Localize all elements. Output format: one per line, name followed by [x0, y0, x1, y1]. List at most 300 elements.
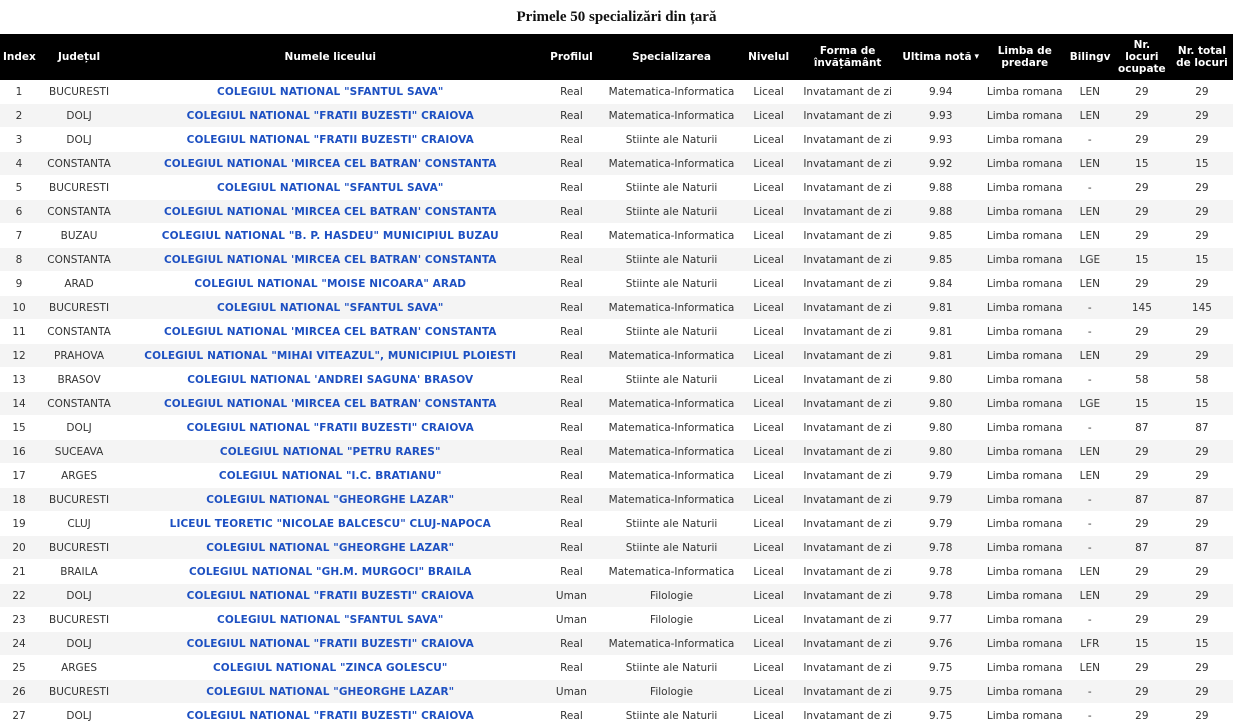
column-header-index[interactable]	[0, 34, 38, 80]
cell-index: 14	[0, 392, 38, 416]
cell-county: ARAD	[38, 272, 120, 296]
school-link[interactable]: COLEGIUL NATIONAL "SFANTUL SAVA"	[217, 301, 444, 314]
cell-spec: Matematica-Informatica	[602, 392, 740, 416]
cell-grade: 9.76	[899, 632, 983, 656]
cell-profile: Real	[540, 200, 602, 224]
cell-occupied: 29	[1113, 584, 1171, 608]
table-row	[0, 704, 1233, 728]
cell-school	[120, 248, 540, 272]
column-header-label: Județul	[57, 51, 101, 64]
cell-spec: Stiinte ale Naturii	[602, 656, 740, 680]
cell-grade: 9.80	[899, 368, 983, 392]
cell-profile: Real	[540, 560, 602, 584]
school-link[interactable]: COLEGIUL NATIONAL "GHEORGHE LAZAR"	[206, 541, 455, 554]
cell-school	[120, 128, 540, 152]
cell-total: 15	[1171, 152, 1233, 176]
cell-lang: Limba romana	[983, 416, 1067, 440]
cell-form: Invatamant de zi	[797, 632, 899, 656]
column-header-spec[interactable]	[602, 34, 740, 80]
school-link[interactable]: COLEGIUL NATIONAL 'MIRCEA CEL BATRAN' CONSTANTA	[163, 253, 497, 266]
cell-profile: Real	[540, 488, 602, 512]
cell-biling: -	[1067, 680, 1113, 704]
cell-grade: 9.88	[899, 176, 983, 200]
column-header-label: Limba de predare	[997, 45, 1052, 70]
column-header-level[interactable]	[741, 34, 797, 80]
cell-form: Invatamant de zi	[797, 608, 899, 632]
cell-biling: -	[1067, 128, 1113, 152]
cell-biling: LEN	[1067, 440, 1113, 464]
cell-school	[120, 488, 540, 512]
cell-grade: 9.81	[899, 344, 983, 368]
column-header-label: Numele liceului	[284, 51, 376, 64]
cell-lang: Limba romana	[983, 392, 1067, 416]
cell-occupied: 29	[1113, 560, 1171, 584]
cell-occupied: 87	[1113, 536, 1171, 560]
cell-form: Invatamant de zi	[797, 344, 899, 368]
cell-school	[120, 416, 540, 440]
column-header-profile[interactable]	[540, 34, 602, 80]
cell-index: 17	[0, 464, 38, 488]
cell-grade: 9.80	[899, 392, 983, 416]
cell-school	[120, 152, 540, 176]
cell-form: Invatamant de zi	[797, 224, 899, 248]
cell-lang: Limba romana	[983, 368, 1067, 392]
cell-index: 2	[0, 104, 38, 128]
cell-index: 19	[0, 512, 38, 536]
cell-level: Liceal	[741, 320, 797, 344]
table-row	[0, 224, 1233, 248]
table-row	[0, 512, 1233, 536]
cell-biling: -	[1067, 176, 1113, 200]
cell-form: Invatamant de zi	[797, 368, 899, 392]
cell-spec: Matematica-Informatica	[602, 464, 740, 488]
cell-level: Liceal	[741, 512, 797, 536]
cell-total: 15	[1171, 632, 1233, 656]
cell-school	[120, 224, 540, 248]
cell-total: 29	[1171, 608, 1233, 632]
cell-county: CONSTANTA	[38, 152, 120, 176]
table-row	[0, 152, 1233, 176]
cell-occupied: 29	[1113, 272, 1171, 296]
cell-occupied: 29	[1113, 440, 1171, 464]
cell-occupied: 29	[1113, 608, 1171, 632]
cell-county: BUCURESTI	[38, 608, 120, 632]
cell-form: Invatamant de zi	[797, 656, 899, 680]
column-header-school[interactable]	[120, 34, 540, 80]
column-header-label: Specializarea	[632, 51, 711, 64]
column-header-total[interactable]	[1171, 34, 1233, 80]
page-title: Primele 50 specializări din țară	[516, 9, 717, 25]
cell-county: CLUJ	[38, 512, 120, 536]
school-link[interactable]: COLEGIUL NATIONAL "SFANTUL SAVA"	[217, 85, 444, 98]
cell-county: BRASOV	[38, 368, 120, 392]
cell-total: 29	[1171, 200, 1233, 224]
cell-form: Invatamant de zi	[797, 704, 899, 728]
cell-occupied: 15	[1113, 632, 1171, 656]
cell-spec: Matematica-Informatica	[602, 440, 740, 464]
cell-total: 29	[1171, 584, 1233, 608]
cell-biling: -	[1067, 488, 1113, 512]
cell-lang: Limba romana	[983, 128, 1067, 152]
cell-level: Liceal	[741, 80, 797, 104]
table-row	[0, 296, 1233, 320]
cell-occupied: 29	[1113, 344, 1171, 368]
cell-total: 29	[1171, 464, 1233, 488]
table-row	[0, 320, 1233, 344]
cell-school	[120, 632, 540, 656]
cell-grade: 9.93	[899, 104, 983, 128]
cell-level: Liceal	[741, 608, 797, 632]
cell-profile: Uman	[540, 584, 602, 608]
cell-total: 15	[1171, 248, 1233, 272]
cell-index: 5	[0, 176, 38, 200]
cell-county: DOLJ	[38, 128, 120, 152]
cell-school	[120, 104, 540, 128]
cell-spec: Stiinte ale Naturii	[602, 128, 740, 152]
cell-profile: Real	[540, 272, 602, 296]
cell-spec: Stiinte ale Naturii	[602, 200, 740, 224]
cell-school	[120, 176, 540, 200]
school-link[interactable]: COLEGIUL NATIONAL 'MIRCEA CEL BATRAN' CONSTANTA	[163, 205, 497, 218]
sort-desc-icon: ▾	[974, 51, 980, 62]
cell-index: 1	[0, 80, 38, 104]
cell-county: CONSTANTA	[38, 248, 120, 272]
column-header-lang[interactable]	[983, 34, 1067, 80]
cell-occupied: 29	[1113, 128, 1171, 152]
cell-occupied: 29	[1113, 512, 1171, 536]
cell-total: 87	[1171, 488, 1233, 512]
cell-biling: -	[1067, 368, 1113, 392]
cell-school	[120, 464, 540, 488]
cell-school	[120, 368, 540, 392]
school-link[interactable]: COLEGIUL NATIONAL 'MIRCEA CEL BATRAN' CONSTANTA	[163, 397, 497, 410]
cell-occupied: 29	[1113, 176, 1171, 200]
cell-grade: 9.94	[899, 80, 983, 104]
table-row	[0, 416, 1233, 440]
cell-spec: Stiinte ale Naturii	[602, 272, 740, 296]
cell-spec: Stiinte ale Naturii	[602, 320, 740, 344]
cell-occupied: 58	[1113, 368, 1171, 392]
cell-grade: 9.75	[899, 656, 983, 680]
cell-grade: 9.93	[899, 128, 983, 152]
cell-occupied: 29	[1113, 104, 1171, 128]
cell-school	[120, 200, 540, 224]
cell-lang: Limba romana	[983, 608, 1067, 632]
school-link[interactable]: COLEGIUL NATIONAL "MIHAI VITEAZUL", MUNICIPIUL PLOIESTI	[144, 349, 517, 362]
cell-form: Invatamant de zi	[797, 488, 899, 512]
cell-spec: Stiinte ale Naturii	[602, 512, 740, 536]
cell-school	[120, 608, 540, 632]
cell-form: Invatamant de zi	[797, 152, 899, 176]
cell-lang: Limba romana	[983, 656, 1067, 680]
column-header-county[interactable]	[38, 34, 120, 80]
column-header-label: Ultima notă	[902, 50, 972, 63]
cell-biling: LEN	[1067, 656, 1113, 680]
cell-index: 22	[0, 584, 38, 608]
cell-profile: Real	[540, 152, 602, 176]
cell-occupied: 87	[1113, 488, 1171, 512]
cell-level: Liceal	[741, 632, 797, 656]
cell-form: Invatamant de zi	[797, 200, 899, 224]
cell-index: 10	[0, 296, 38, 320]
school-link[interactable]: COLEGIUL NATIONAL "FRATII BUZESTI" CRAIOVA	[186, 589, 474, 602]
cell-total: 87	[1171, 416, 1233, 440]
cell-occupied: 29	[1113, 464, 1171, 488]
cell-profile: Real	[540, 536, 602, 560]
school-link[interactable]: COLEGIUL NATIONAL "FRATII BUZESTI" CRAIOVA	[186, 637, 474, 650]
cell-total: 29	[1171, 104, 1233, 128]
school-link[interactable]: COLEGIUL NATIONAL 'MIRCEA CEL BATRAN' CONSTANTA	[163, 157, 497, 170]
cell-spec: Stiinte ale Naturii	[602, 536, 740, 560]
cell-biling: LGE	[1067, 392, 1113, 416]
cell-county: CONSTANTA	[38, 200, 120, 224]
cell-profile: Real	[540, 656, 602, 680]
cell-index: 9	[0, 272, 38, 296]
cell-spec: Matematica-Informatica	[602, 632, 740, 656]
cell-spec: Matematica-Informatica	[602, 104, 740, 128]
cell-total: 29	[1171, 704, 1233, 728]
cell-index: 15	[0, 416, 38, 440]
cell-grade: 9.78	[899, 584, 983, 608]
cell-biling: LEN	[1067, 104, 1113, 128]
table-row	[0, 200, 1233, 224]
cell-level: Liceal	[741, 440, 797, 464]
cell-total: 29	[1171, 656, 1233, 680]
cell-county: DOLJ	[38, 104, 120, 128]
cell-profile: Real	[540, 512, 602, 536]
cell-spec: Matematica-Informatica	[602, 344, 740, 368]
cell-grade: 9.85	[899, 224, 983, 248]
cell-school	[120, 656, 540, 680]
cell-form: Invatamant de zi	[797, 392, 899, 416]
school-link[interactable]: COLEGIUL NATIONAL "FRATII BUZESTI" CRAIOVA	[186, 109, 474, 122]
cell-school	[120, 536, 540, 560]
cell-occupied: 29	[1113, 704, 1171, 728]
cell-county: SUCEAVA	[38, 440, 120, 464]
cell-school	[120, 680, 540, 704]
cell-total: 15	[1171, 392, 1233, 416]
cell-index: 8	[0, 248, 38, 272]
school-link[interactable]: COLEGIUL NATIONAL "ZINCA GOLESCU"	[213, 661, 448, 674]
cell-total: 29	[1171, 344, 1233, 368]
table-row	[0, 176, 1233, 200]
cell-school	[120, 272, 540, 296]
cell-county: DOLJ	[38, 704, 120, 728]
table-row	[0, 272, 1233, 296]
cell-lang: Limba romana	[983, 80, 1067, 104]
cell-county: ARGES	[38, 464, 120, 488]
cell-grade: 9.80	[899, 440, 983, 464]
cell-grade: 9.88	[899, 200, 983, 224]
cell-profile: Real	[540, 344, 602, 368]
cell-index: 16	[0, 440, 38, 464]
cell-biling: -	[1067, 536, 1113, 560]
cell-profile: Real	[540, 464, 602, 488]
column-header-label: Profilul	[550, 51, 593, 64]
cell-grade: 9.79	[899, 488, 983, 512]
school-link[interactable]: COLEGIUL NATIONAL "SFANTUL SAVA"	[217, 181, 444, 194]
cell-biling: -	[1067, 296, 1113, 320]
cell-total: 29	[1171, 680, 1233, 704]
column-header-biling[interactable]	[1067, 34, 1113, 80]
cell-level: Liceal	[741, 680, 797, 704]
school-link[interactable]: COLEGIUL NATIONAL 'ANDREI SAGUNA' BRASOV	[187, 373, 474, 386]
cell-profile: Real	[540, 368, 602, 392]
table-row	[0, 368, 1233, 392]
school-link[interactable]: COLEGIUL NATIONAL "FRATII BUZESTI" CRAIOVA	[186, 133, 474, 146]
school-link[interactable]: COLEGIUL NATIONAL "FRATII BUZESTI" CRAIOVA	[186, 709, 474, 722]
school-link[interactable]: COLEGIUL NATIONAL "SFANTUL SAVA"	[217, 613, 444, 626]
school-link[interactable]: COLEGIUL NATIONAL "GHEORGHE LAZAR"	[206, 493, 455, 506]
school-link[interactable]: COLEGIUL NATIONAL "GH.M. MURGOCI" BRAILA	[188, 565, 472, 578]
cell-county: ARGES	[38, 656, 120, 680]
cell-total: 29	[1171, 320, 1233, 344]
school-link[interactable]: COLEGIUL NATIONAL "I.C. BRATIANU"	[218, 469, 442, 482]
cell-lang: Limba romana	[983, 632, 1067, 656]
column-header-label: Nr. total de locuri	[1176, 45, 1228, 70]
cell-lang: Limba romana	[983, 176, 1067, 200]
cell-index: 13	[0, 368, 38, 392]
cell-lang: Limba romana	[983, 296, 1067, 320]
cell-lang: Limba romana	[983, 560, 1067, 584]
cell-profile: Real	[540, 104, 602, 128]
cell-school	[120, 560, 540, 584]
cell-spec: Filologie	[602, 584, 740, 608]
cell-county: BUCURESTI	[38, 680, 120, 704]
cell-level: Liceal	[741, 464, 797, 488]
cell-index: 20	[0, 536, 38, 560]
column-header-grade[interactable]	[899, 34, 983, 80]
cell-total: 29	[1171, 272, 1233, 296]
cell-biling: LEN	[1067, 344, 1113, 368]
cell-county: BUCURESTI	[38, 296, 120, 320]
cell-lang: Limba romana	[983, 272, 1067, 296]
cell-lang: Limba romana	[983, 200, 1067, 224]
cell-profile: Real	[540, 632, 602, 656]
cell-profile: Real	[540, 416, 602, 440]
cell-profile: Uman	[540, 680, 602, 704]
top-specializations-table	[0, 34, 1233, 728]
cell-grade: 9.77	[899, 608, 983, 632]
school-link[interactable]: COLEGIUL NATIONAL "MOISE NICOARA" ARAD	[194, 277, 467, 290]
school-link[interactable]: COLEGIUL NATIONAL "PETRU RARES"	[219, 445, 441, 458]
column-header-form[interactable]	[797, 34, 899, 80]
cell-grade: 9.81	[899, 320, 983, 344]
cell-index: 3	[0, 128, 38, 152]
school-link[interactable]: COLEGIUL NATIONAL "FRATII BUZESTI" CRAIOVA	[186, 421, 474, 434]
cell-biling: LEN	[1067, 584, 1113, 608]
cell-level: Liceal	[741, 344, 797, 368]
cell-total: 29	[1171, 512, 1233, 536]
table-header-row	[0, 34, 1233, 80]
cell-profile: Real	[540, 704, 602, 728]
table-row	[0, 680, 1233, 704]
cell-index: 18	[0, 488, 38, 512]
cell-lang: Limba romana	[983, 152, 1067, 176]
cell-occupied: 29	[1113, 656, 1171, 680]
cell-county: BUCURESTI	[38, 536, 120, 560]
cell-level: Liceal	[741, 416, 797, 440]
table-body	[0, 80, 1233, 728]
cell-profile: Uman	[540, 608, 602, 632]
table-row	[0, 80, 1233, 104]
cell-biling: LEN	[1067, 464, 1113, 488]
column-header-occupied[interactable]	[1113, 34, 1171, 80]
cell-index: 27	[0, 704, 38, 728]
cell-biling: LFR	[1067, 632, 1113, 656]
cell-form: Invatamant de zi	[797, 512, 899, 536]
cell-grade: 9.92	[899, 152, 983, 176]
school-link[interactable]: LICEUL TEORETIC "NICOLAE BALCESCU" CLUJ-NAPOCA	[169, 517, 491, 530]
cell-form: Invatamant de zi	[797, 464, 899, 488]
cell-form: Invatamant de zi	[797, 248, 899, 272]
cell-form: Invatamant de zi	[797, 272, 899, 296]
cell-index: 23	[0, 608, 38, 632]
cell-grade: 9.75	[899, 680, 983, 704]
cell-level: Liceal	[741, 272, 797, 296]
cell-total: 29	[1171, 128, 1233, 152]
cell-biling: -	[1067, 704, 1113, 728]
cell-lang: Limba romana	[983, 704, 1067, 728]
table-row	[0, 104, 1233, 128]
table-row	[0, 464, 1233, 488]
cell-occupied: 15	[1113, 152, 1171, 176]
cell-county: BRAILA	[38, 560, 120, 584]
table-row	[0, 536, 1233, 560]
cell-index: 26	[0, 680, 38, 704]
cell-school	[120, 296, 540, 320]
cell-form: Invatamant de zi	[797, 176, 899, 200]
cell-level: Liceal	[741, 560, 797, 584]
cell-biling: LEN	[1067, 152, 1113, 176]
cell-spec: Stiinte ale Naturii	[602, 704, 740, 728]
cell-level: Liceal	[741, 152, 797, 176]
table-row	[0, 608, 1233, 632]
school-link[interactable]: COLEGIUL NATIONAL "B. P. HASDEU" MUNICIPIUL BUZAU	[161, 229, 499, 242]
cell-level: Liceal	[741, 248, 797, 272]
cell-lang: Limba romana	[983, 536, 1067, 560]
cell-school	[120, 512, 540, 536]
column-header-label: Index	[3, 51, 36, 64]
cell-grade: 9.80	[899, 416, 983, 440]
cell-school	[120, 440, 540, 464]
table-row	[0, 248, 1233, 272]
cell-spec: Stiinte ale Naturii	[602, 176, 740, 200]
cell-index: 11	[0, 320, 38, 344]
table-header	[0, 34, 1233, 80]
cell-biling: LGE	[1067, 248, 1113, 272]
cell-occupied: 145	[1113, 296, 1171, 320]
cell-occupied: 15	[1113, 248, 1171, 272]
table-row	[0, 392, 1233, 416]
cell-occupied: 29	[1113, 320, 1171, 344]
cell-level: Liceal	[741, 536, 797, 560]
cell-level: Liceal	[741, 128, 797, 152]
cell-occupied: 29	[1113, 80, 1171, 104]
school-link[interactable]: COLEGIUL NATIONAL 'MIRCEA CEL BATRAN' CONSTANTA	[163, 325, 497, 338]
cell-form: Invatamant de zi	[797, 440, 899, 464]
cell-county: DOLJ	[38, 632, 120, 656]
cell-spec: Matematica-Informatica	[602, 152, 740, 176]
cell-biling: -	[1067, 512, 1113, 536]
cell-county: BUCURESTI	[38, 488, 120, 512]
cell-profile: Real	[540, 320, 602, 344]
cell-biling: -	[1067, 608, 1113, 632]
cell-level: Liceal	[741, 224, 797, 248]
school-link[interactable]: COLEGIUL NATIONAL "GHEORGHE LAZAR"	[206, 685, 455, 698]
table-row	[0, 128, 1233, 152]
cell-total: 29	[1171, 560, 1233, 584]
